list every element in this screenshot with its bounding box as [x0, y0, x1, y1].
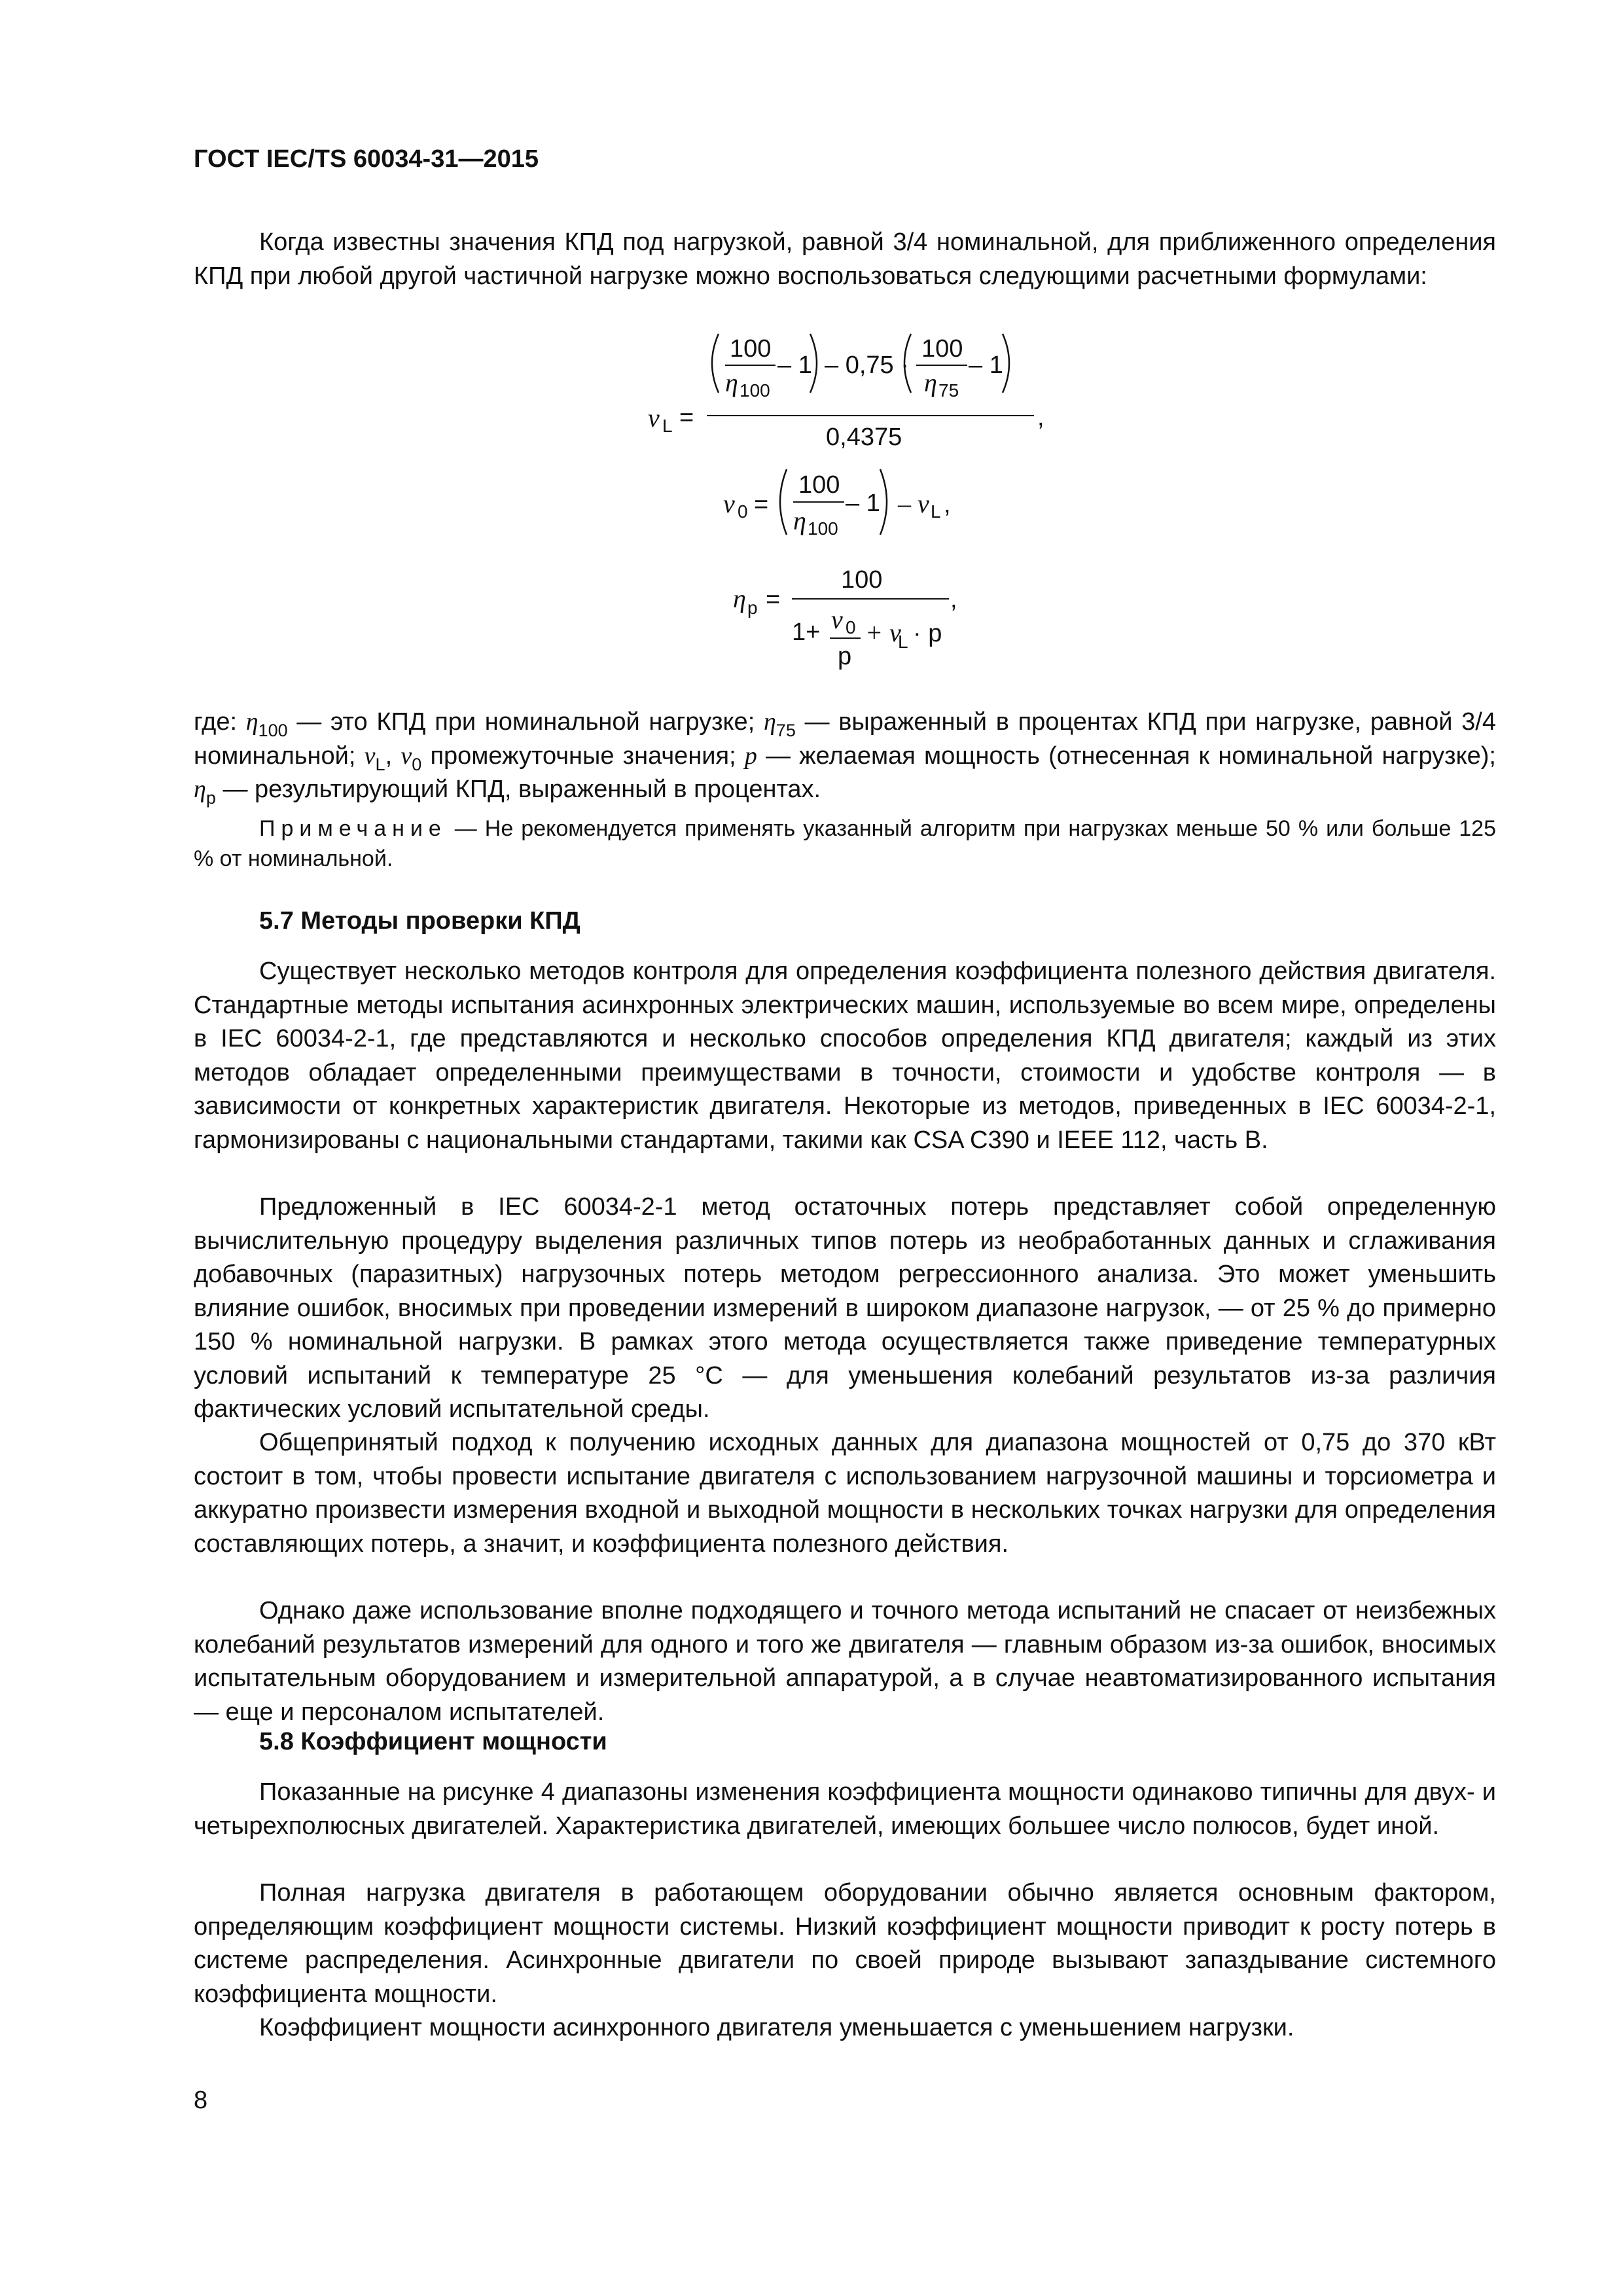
- vL-den-b-sub: 75: [938, 380, 959, 401]
- note: [194, 814, 1496, 874]
- vL-minus-one-a: – 1: [777, 351, 812, 379]
- svg-text:,: ,: [950, 586, 957, 613]
- v0-minus-one: – 1: [846, 490, 880, 517]
- page-number: 8: [194, 2087, 208, 2114]
- vL-denominator: 0,4375: [826, 423, 902, 451]
- vL-num-b: 100: [921, 335, 963, 363]
- section-5-8-p1: Показанные на рисунке 4 диапазоны изменения коэффициента мощности одинаково типичны для двух- и четырехполюсных двигателей. Характеристика двигателей, имеющих большее число полюсов, будет иной.: [194, 1778, 1496, 1840]
- vL-lhs-sub: L: [662, 416, 673, 436]
- document-header: ГОСТ IEC/TS 60034-31—2015: [194, 145, 539, 173]
- section-5-7-title: 5.7 Методы проверки КПД: [259, 907, 580, 935]
- v0-tail-sub: L: [931, 501, 941, 522]
- v0-num: 100: [798, 471, 840, 499]
- where-paragraph: где: $\eta_{100}$ — это КПД при номинальной нагрузке; $\eta_{75}$ — выраженный в процентах КПД при нагрузке, равной 3/4 номинальной; $v_L$, $v_0$ промежуточные значения; p — желаемая мощность (отнесенная к номинальной нагрузке); $\eta_p$ — результирующий КПД, выраженный в процентах.: [194, 708, 1496, 808]
- svg-text:0: 0: [846, 617, 856, 637]
- svg-text:,: ,: [944, 491, 951, 518]
- vL-den-a: η: [725, 368, 738, 397]
- vL-mid: – 0,75 ·: [825, 351, 909, 379]
- section-5-8-title: 5.8 Коэффициент мощности: [259, 1728, 607, 1755]
- v0-den-sub: 100: [808, 518, 838, 539]
- svg-text:=: =: [754, 491, 769, 518]
- section-5-8-p2: Полная нагрузка двигателя в работающем оборудовании обычно является основным фактором, определяющим коэффициент мощности системы. Низкий коэффициент мощности приводит к росту потерь в системе распределения. Асинхронные двигатели по своей природе вызывают запаздывание системного коэффициента мощности.: [194, 1879, 1496, 2008]
- svg-text:L: L: [898, 632, 908, 652]
- svg-text:p: p: [838, 643, 852, 670]
- svg-text:=: =: [679, 404, 694, 431]
- section-5-8-p3: Коэффициент мощности асинхронного двигателя уменьшается с уменьшением нагрузки.: [259, 2014, 1294, 2041]
- note-text: — Не рекомендуется применять указанный алгоритм при нагрузках меньше 50 % или больше 125 % от номинальной.: [194, 816, 1496, 871]
- svg-text:,: ,: [1037, 404, 1044, 431]
- vL-num-a: 100: [730, 335, 772, 363]
- eta-p-lhs: η: [733, 584, 746, 613]
- formula-vL: [641, 327, 1067, 458]
- vL-den-b: η: [924, 368, 937, 397]
- eta-p-numerator: 100: [841, 566, 883, 594]
- eta-p-one-plus: 1+: [792, 619, 821, 646]
- svg-text:+ v: + v: [865, 618, 901, 647]
- v0-lhs: v: [723, 489, 735, 518]
- vL-den-a-sub: 100: [740, 380, 770, 401]
- v0-den: η: [793, 506, 806, 535]
- section-5-7-p2: Предложенный в IEC 60034-2-1 метод остаточных потерь представляет собой определенную вычислительную процедуру выделения различных типов потерь из необработанных данных и сглаживания добавочных (паразитных) нагрузочных потерь методом регрессионного анализа. Это может уменьшить влияние ошибок, вносимых при проведении измерений в широком диапазоне нагрузок, — от 25 % до примерно 150 % номинальной нагрузки. В рамках этого метода осуществляется также приведение температурных условий испытаний к температуре 25 °С — для уменьшения колебаний результатов из-за различия фактических условий испытательной среды.: [194, 1193, 1496, 1423]
- section-5-7-p1: Существует несколько методов контроля для определения коэффициента полезного действия двигателя. Стандартные методы испытания асинхронных электрических машин, используемые во всем мире, определены в IEC 60034-2-1, где представляются и несколько способов определения КПД двигателя; каждый из этих методов обладает определенными преимуществами в точности, стоимости и удобстве контроля — в зависимости от конкретных характеристик двигателя. Некоторые из методов, приведенных в IEC 60034-2-1, гармонизированы с национальными стандартами, такими как CSA C390 и IEEE 112, часть В.: [194, 958, 1496, 1154]
- intro-paragraph: Когда известны значения КПД под нагрузкой, равной 3/4 номинальной, для приближенного определения КПД при любой другой частичной нагрузке можно воспользоваться следующими расчетными формулами:: [194, 228, 1496, 290]
- vL-lhs: v: [648, 403, 660, 433]
- note-label: Примечание: [259, 816, 447, 841]
- svg-text:· p: · p: [913, 620, 942, 647]
- formula-v0: [720, 461, 995, 547]
- svg-text:v: v: [831, 605, 843, 634]
- eta-p-lhs-sub: p: [747, 598, 758, 618]
- svg-text:=: =: [766, 586, 781, 613]
- v0-lhs-sub: 0: [738, 501, 748, 522]
- vL-minus-one-b: – 1: [969, 351, 1003, 379]
- section-5-7-p3: Общепринятый подход к получению исходных данных для диапазона мощностей от 0,75 до 370 кВт состоит в том, чтобы провести испытание двигателя с использованием нагрузочной машины и торсиометра и аккуратно произвести измерения входной и выходной мощности в нескольких точках нагрузки для определения составляющих потерь, а значит, и коэффициента полезного действия.: [194, 1429, 1496, 1558]
- v0-tail: – v: [898, 489, 929, 518]
- section-5-7-p4: Однако даже использование вполне подходящего и точного метода испытаний не спасает от неизбежных колебаний результатов измерений для одного и того же двигателя — главным образом из-за ошибок, вносимых испытательным оборудованием и измерительной аппаратурой, а в случае неавтоматизированного испытания — еще и персоналом испытателей.: [194, 1597, 1496, 1726]
- formula-eta-p: [726, 563, 1001, 674]
